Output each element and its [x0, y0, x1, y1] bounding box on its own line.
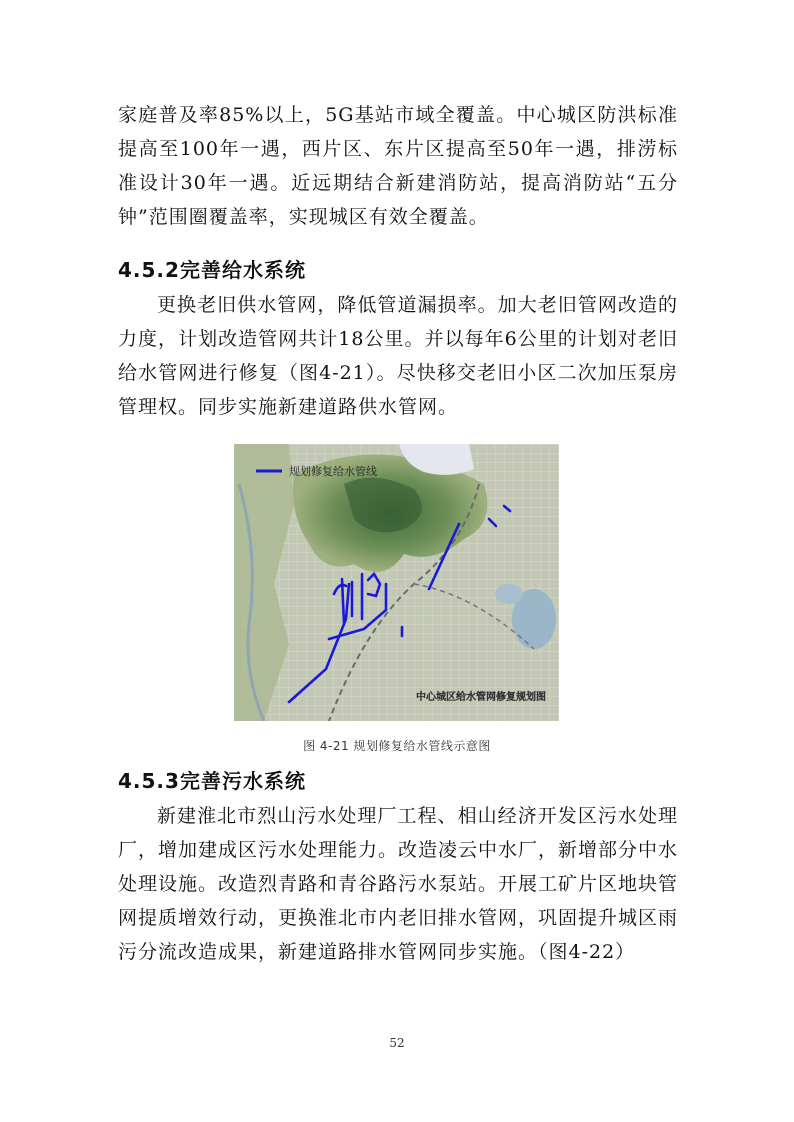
paragraph-intro: 家庭普及率85%以上，5G基站市域全覆盖。中心城区防洪标准提高至100年一遇，西片区、东片区提高至50年一遇，排涝标准设计30年一遇。近远期结合新建消防站，提高消防站“五分钟”范围圈覆盖率，实现城区有效全覆盖。 — [118, 104, 678, 228]
page-number: 52 — [389, 1036, 405, 1050]
water-pipe-map-figure — [234, 444, 559, 721]
section-heading-water-supply: 4.5.2完善给水系统 — [118, 258, 306, 282]
legend-label: 规划修复给水管线 — [289, 465, 377, 478]
paragraph-sewage: 新建淮北市烈山污水处理厂工程、相山经济开发区污水处理厂，增加建成区污水处理能力。改造凌云中水厂，新增部分中水处理设施。改造烈青路和青谷路污水泵站。开展工矿片区地块管网提质增效行动，更换淮北市内老旧排水管网，巩固提升城区雨污分流改造成果，新建道路排水管网同步实施。（图4-22） — [118, 805, 679, 963]
lake-east-small — [495, 584, 523, 604]
figure-caption: 图 4-21 规划修复给水管线示意图 — [303, 739, 491, 753]
map-title: 中心城区给水管网修复规划图 — [416, 692, 546, 703]
paragraph-water-supply: 更换老旧供水管网，降低管道漏损率。加大老旧管网改造的力度，计划改造管网共计18公里。并以每年6公里的计划对老旧给水管网进行修复（图4-21）。尽快移交老旧小区二次加压泵房管理权。同步实施新建道路供水管网。 — [118, 294, 678, 418]
section-heading-sewage: 4.5.3完善污水系统 — [118, 769, 306, 793]
map-image — [234, 444, 559, 721]
